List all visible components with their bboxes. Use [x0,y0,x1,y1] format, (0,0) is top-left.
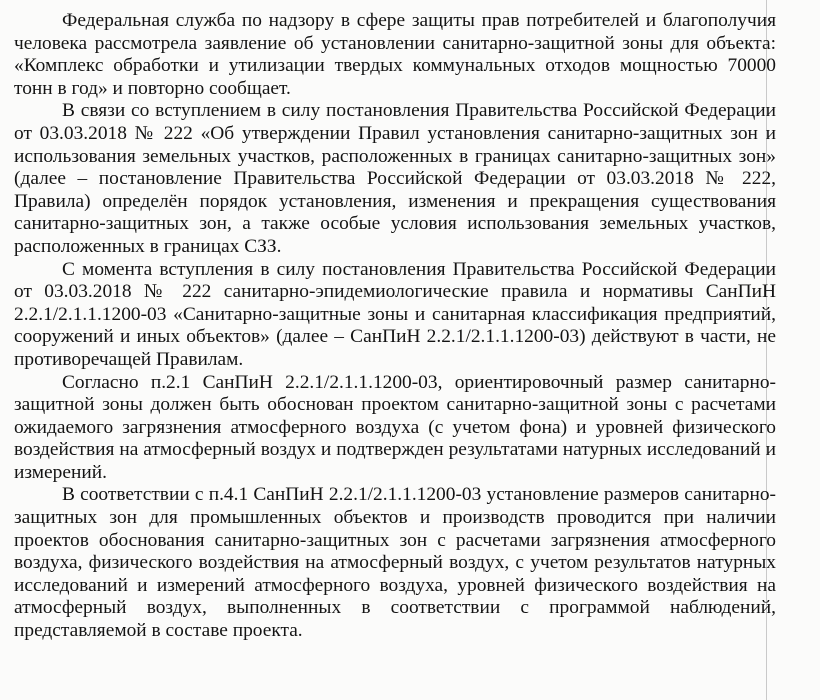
paragraph-application-review: Федеральная служба по надзору в сфере защиты прав потребителей и благополучия человека рассмотрела заявление об установлении санитарно-защитной зоны для объекта: «Комплекс обработки и утилизации твердых коммунальных отходов мощностью 70000 тонн в год» и повторно сообщает. [14,10,776,99]
document-body [14,10,776,643]
paragraph-government-decree: В связи со вступлением в силу постановления Правительства Российской Федерации от 03.03.2018 № 222 «Об утверждении Правил установления санитарно-защитных зон и использования земельных участков, расположенных в границах санитарно-защитных зон» (далее – постановление Правительства Российской Федерации от 03.03.2018 № 222, Правила) определён порядок установления, изменения и прекращения существования санитарно-защитных зон, а также особые условия использования земельных участков, расположенных в границах СЗЗ. [14,100,776,257]
paragraph-sanpin-2-1: Согласно п.2.1 СанПиН 2.2.1/2.1.1.1200-03, ориентировочный размер санитарно-защитной зоны должен быть обоснован проектом санитарно-защитной зоны с расчетами ожидаемого загрязнения атмосферного воздуха (с учетом фона) и уровней физического воздействия на атмосферный воздух и подтвержден результатами натурных исследований и измерений. [14,371,776,483]
paragraph-sanpin-4-1: В соответствии с п.4.1 СанПиН 2.2.1/2.1.1.1200-03 установление размеров санитарно-защитных зон для промышленных объектов и производств проводится при наличии проектов обоснования санитарно-защитных зон с расчетами загрязнения атмосферного воздуха, физического воздействия на атмосферный воздух, с учетом результатов натурных исследований и измерений атмосферного воздуха, уровней физического воздействия на атмосферный воздух, выполненных в соответствии с программой наблюдений, представляемой в составе проекта. [14,484,776,642]
paragraph-sanpin-validity: С момента вступления в силу постановления Правительства Российской Федерации от 03.03.2018 № 222 санитарно-эпидемиологические правила и нормативы СанПиН 2.2.1/2.1.1.1200-03 «Санитарно-защитные зоны и санитарная классификация предприятий, сооружений и иных объектов» (далее – СанПиН 2.2.1/2.1.1.1200-03) действуют в части, не противоречащей Правилам. [14,258,776,370]
